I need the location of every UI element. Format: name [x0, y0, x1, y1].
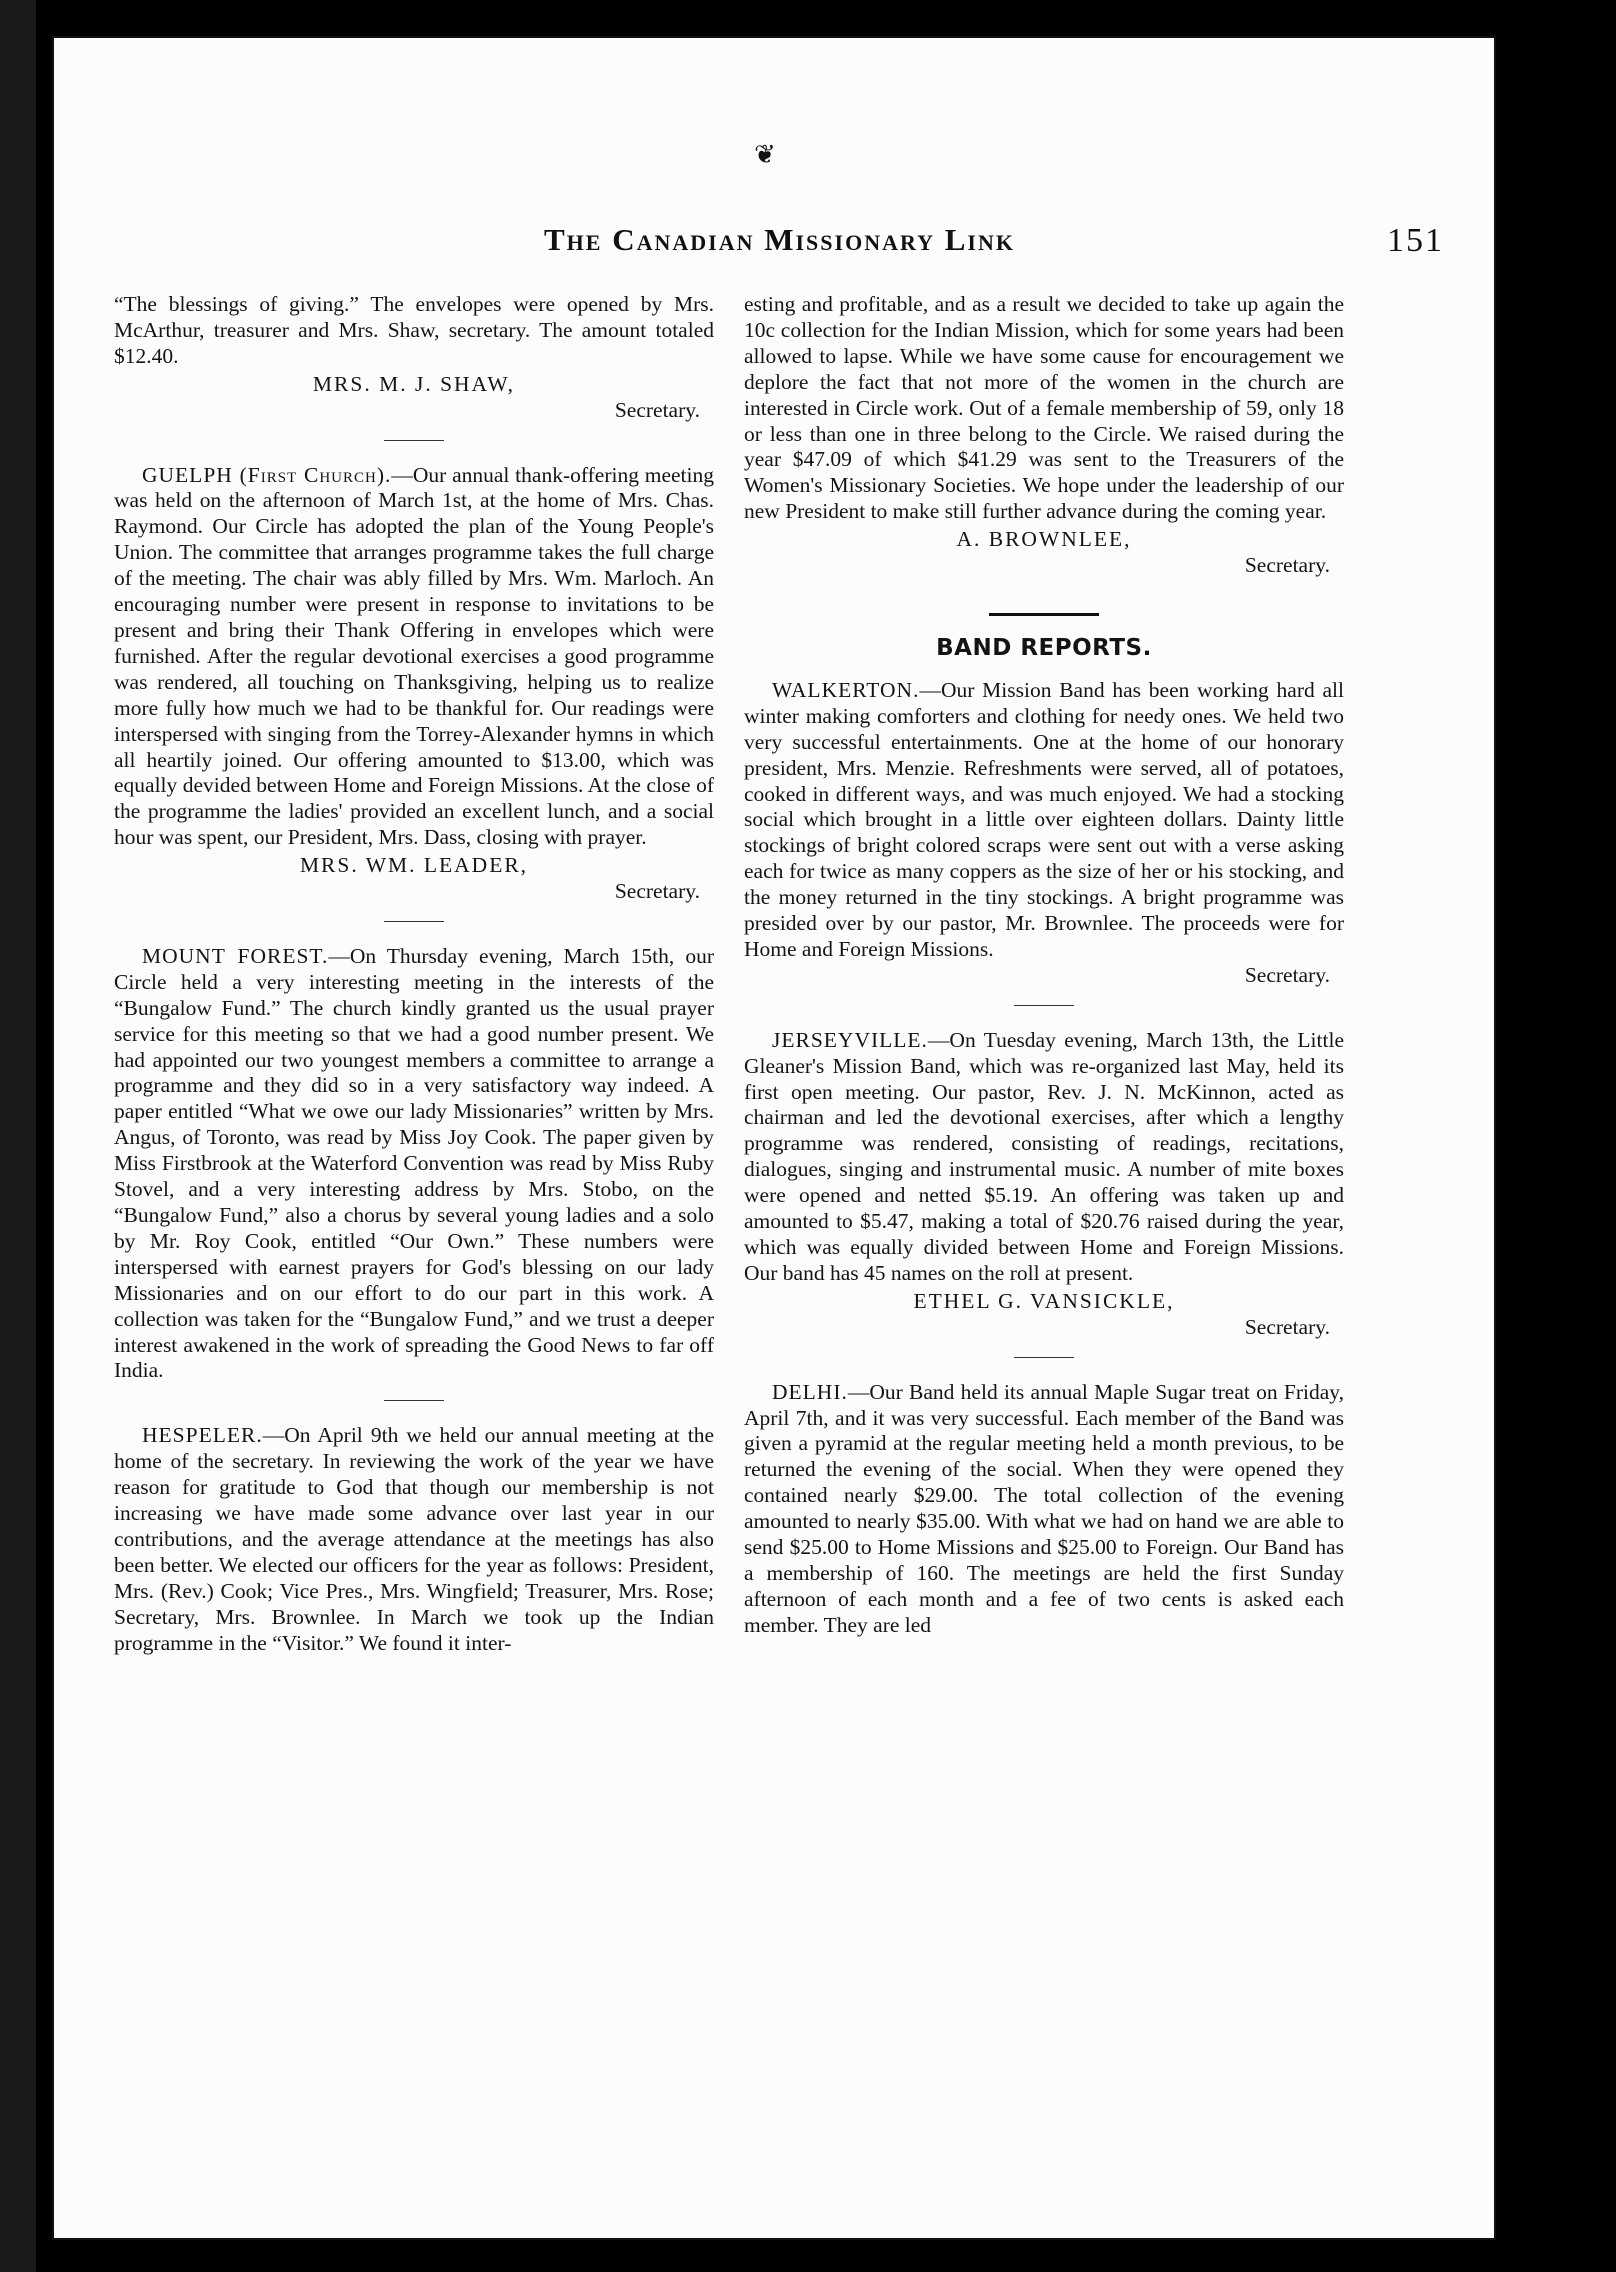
heavy-divider: [989, 613, 1099, 616]
signature-name: MRS. M. J. SHAW,: [312, 371, 516, 396]
report-place-name: GUELPH (First Church).: [142, 462, 392, 487]
signature-name: MRS. WM. LEADER,: [299, 853, 529, 878]
report-text: —Our Band held its annual Maple Sugar treat on Friday, April 7th, and it was very successful. Each member of the Band was given a pyramid at the regular meeting held a month previous, to be returned the evening of the social. When they were opened they contained nearly $29.00. The total collection of the evening amounted to nearly $35.00. With what we had on hand we are able to send $25.00 to Home Missions and $25.00 to Foreign. Our Band has a membership of 160. The meetings are held the first Sunday afternoon of each month and a fee of two cents is asked each member. They are led: [744, 1379, 1344, 1637]
report-guelph: [114, 463, 714, 852]
left-column: [114, 292, 714, 2122]
report-walkerton: [744, 678, 1344, 963]
section-divider: [1014, 1357, 1074, 1358]
binding-edge-right: [1498, 0, 1616, 2272]
report-text: —Our Mission Band has been working hard all winter making comforters and clothing for needy ones. We held two very successful entertainments. One at the home of our honorary president, Mrs. Menzie. Refreshments were served, all of potatoes, cooked in different ways, and was much enjoyed. We had a stocking social which brought in a little over eighteen dollars. Dainty little stockings of bright colored scraps were sent out with a verse asking each for twice as many coppers as the size of her or his stocking, and the money returned in the tiny stockings. A bright programme was presided over by our pastor, Mr. Brownlee. The proceeds were for Home and Foreign Missions.: [744, 677, 1344, 961]
section-divider: [384, 921, 444, 922]
report-place-name: WALKERTON.: [772, 677, 920, 702]
signature-role: Secretary.: [614, 397, 700, 422]
report-hespeler-continued: esting and profitable, and as a result we decided to take up again the 10c collection for the Indian Mission, which for some years had been allowed to lapse. While we have some cause for encouragement we deplore the fact that not more of the women in the church are interested in Circle work. Out of a female membership of 59, only 18 or less than one in three belong to the Circle. We raised during the year $47.09 of which $41.29 was sent to the Treasurers of the Women's Missionary Societies. We hope under the leadership of our new President to make still further advance during the coming year.: [744, 292, 1344, 524]
report-text: —On Thursday evening, March 15th, our Circle held a very interesting meeting in the interests of the “Bungalow Fund.” The church kindly granted us the usual prayer service for this meeting so that we had a good number present. We had appointed our two youngest members a committee to arrange a programme and they did so in a very satisfactory way indeed. A paper entitled “What we owe our lady Missionaries” written by Mrs. Angus, of Toronto, was read by Miss Joy Cook. The paper given by Miss Firstbrook at the Waterford Convention was read by Miss Ruby Stovel, and a very interesting address by Mrs. Stobo, on the “Bungalow Fund,” also a chorus by several young ladies and a solo by Mr. Roy Cook, entitled “Our Own.” These numbers were interspersed with earnest prayers for God's blessing on our lady Missionaries and on our effort to do our part in this work. A collection was taken for the “Bungalow Fund,” and we trust a deeper interest awakened in the work of spreading the Good News to far off India.: [114, 943, 714, 1383]
report-place-name: DELHI.: [772, 1379, 848, 1404]
ornament-mark: ❦: [754, 140, 776, 170]
report-text: —On Tuesday evening, March 13th, the Little Gleaner's Mission Band, which was re-organized last May, held its first open meeting. Our pastor, Rev. J. N. McKinnon, acted as chairman and led the devotional exercises, after which a lengthy programme was rendered, consisting of readings, recitations, dialogues, singing and instrumental music. A number of mite boxes were opened and netted $5.19. An offering was taken up and amounted to $5.47, making a total of $20.76 raised during the year, which was equally divided between Home and Foreign Missions. Our band has 45 names on the roll at present.: [744, 1027, 1344, 1285]
signature-role: Secretary.: [1244, 1314, 1330, 1339]
binding-edge-left: [0, 0, 36, 2272]
right-column: [744, 292, 1344, 2122]
report-jerseyville: [744, 1028, 1344, 1287]
report-place-name: MOUNT FOREST.: [142, 943, 329, 968]
section-divider: [1014, 1005, 1074, 1006]
report-hespeler: [114, 1423, 714, 1656]
paragraph-shaw-report: “The blessings of giving.” The envelopes were opened by Mrs. McArthur, treasurer and Mrs. Shaw, secretary. The amount totaled $12.40.: [114, 292, 714, 368]
document-page: [52, 36, 1496, 2240]
signature-role: Secretary.: [1244, 553, 1330, 578]
report-mount-forest: [114, 944, 714, 1384]
report-delhi: [744, 1380, 1344, 1639]
section-heading: BAND REPORTS.: [936, 634, 1152, 661]
report-place-name: JERSEYVILLE.: [772, 1027, 928, 1052]
page-number: 151: [1387, 222, 1444, 259]
section-divider: [384, 1400, 444, 1401]
signature-role: Secretary.: [614, 879, 700, 904]
section-divider: [384, 440, 444, 441]
report-text: —Our annual thank-offering meeting was held on the afternoon of March 1st, at the home of Mrs. Chas. Raymond. Our Circle has adopted the plan of the Young People's Union. The committee that arranges programme takes the full charge of the meeting. The chair was ably filled by Mrs. Wm. Marloch. An encouraging number were present in response to invitations to be present and bring their Thank Offering in envelopes which were furnished. After the regular devotional exercises a good programme was rendered, all touching on Thanksgiving, helping us to realize more fully how much we had to be thankful for. Our readings were interspersed with singing from the Torrey-Alexander hymns in which all heartily joined. Our offering amounted to $13.00, which was equally devided between Home and Foreign Missions. At the close of the programme the ladies' provided an excellent lunch, and a social hour was spent, our President, Mrs. Dass, closing with prayer.: [114, 462, 714, 850]
page-header: [154, 222, 1444, 268]
signature-role: Secretary.: [1244, 962, 1330, 987]
running-title: The Canadian Missionary Link: [544, 222, 1015, 257]
signature-name: ETHEL G. VANSICKLE,: [913, 1288, 1175, 1313]
report-place-name: HESPELER.: [142, 1423, 263, 1448]
report-text: —On April 9th we held our annual meeting at the home of the secretary. In reviewing the work of the year we have reason for gratitude to God that though our membership is not increasing we have made some advance over last year in our contributions, and the average attendance at the meetings has also been better. We elected our officers for the year as follows: President, Mrs. (Rev.) Cook; Vice Pres., Mrs. Wingfield; Treasurer, Mrs. Rose; Secretary, Mrs. Brownlee. In March we took up the Indian programme in the “Visitor.” We found it inter-: [114, 1423, 714, 1655]
signature-name: A. BROWNLEE,: [956, 527, 1132, 552]
